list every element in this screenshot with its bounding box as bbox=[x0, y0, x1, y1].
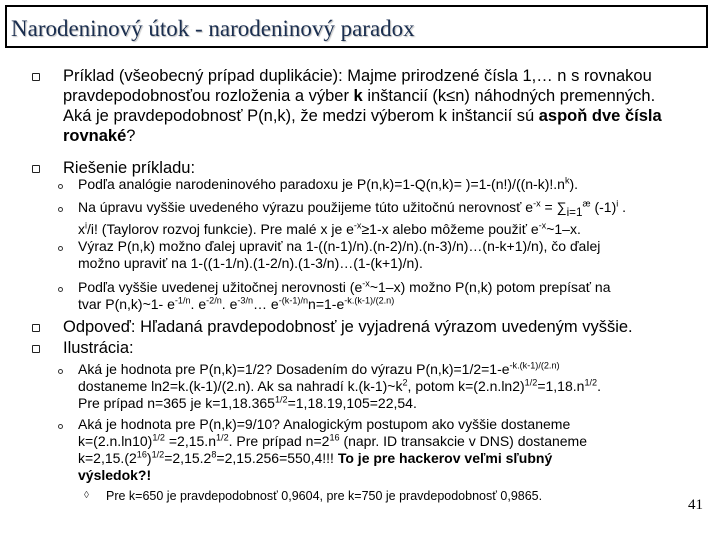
square-bullet-icon bbox=[32, 324, 40, 332]
superscript: 1/2 bbox=[151, 449, 165, 460]
superscript: -2/n bbox=[206, 295, 222, 306]
slide-title: Narodeninový útok - narodeninový paradox bbox=[11, 16, 415, 41]
superscript: i bbox=[85, 220, 88, 231]
text-run: ) bbox=[146, 450, 152, 466]
bullet-text-level-1 bbox=[63, 338, 134, 358]
text-run: Riešenie príkladu: bbox=[63, 159, 196, 177]
superscript: -(k-1)/n bbox=[278, 295, 309, 306]
text-run: (napr. ID transakcie v DNS) dostaneme bbox=[339, 433, 587, 449]
superscript: 2 bbox=[402, 377, 408, 388]
text-run: =1,18.n bbox=[537, 378, 585, 394]
page-number: 41 bbox=[688, 497, 703, 513]
bullet-text-level-2 bbox=[78, 279, 610, 313]
text-run: , potom k=(2.n.ln2) bbox=[407, 378, 525, 394]
superscript: 16 bbox=[329, 432, 340, 443]
superscript: -x bbox=[538, 220, 547, 231]
text-run: k=(2.n.ln10) bbox=[78, 433, 153, 449]
superscript: -x bbox=[353, 220, 362, 231]
text-run: inštancií (k≤n) náhodných premenných. bbox=[362, 87, 656, 105]
text-run: . bbox=[597, 378, 601, 394]
superscript: 1/2 bbox=[215, 432, 229, 443]
square-bullet-icon bbox=[32, 165, 40, 173]
bold-text: To je pre hackerov veľmi sľubný bbox=[337, 450, 553, 466]
bullet-text-level-1 bbox=[63, 66, 662, 146]
text-run: ). bbox=[569, 176, 579, 192]
bullet-text-level-1 bbox=[63, 158, 195, 178]
text-run: =2,15.n bbox=[164, 433, 216, 449]
superscript: -1/n bbox=[174, 295, 191, 306]
bullet-text-level-2 bbox=[78, 416, 587, 484]
text-run: Ilustrácia: bbox=[63, 339, 134, 357]
text-run: . e bbox=[190, 296, 207, 312]
text-run: n=1-e bbox=[308, 296, 345, 312]
text-run: . bbox=[618, 199, 627, 215]
circle-bullet-icon bbox=[58, 246, 63, 251]
bullet-text-level-1 bbox=[63, 317, 633, 337]
bullet-text-level-2 bbox=[78, 176, 578, 193]
superscript: -3/n bbox=[237, 295, 254, 306]
text-run: … e bbox=[253, 296, 279, 312]
text-run: /i! (Taylorov rozvoj funkcie). Pre malé x je e bbox=[87, 220, 354, 237]
text-run: Na úpravu vyššie uvedeného výrazu použijeme túto užitočnú nerovnosť e bbox=[78, 199, 534, 215]
superscript: 16 bbox=[136, 449, 147, 460]
circle-bullet-icon bbox=[58, 207, 63, 212]
superscript: -x bbox=[362, 278, 370, 289]
title-box bbox=[5, 5, 708, 48]
text-run: Aká je hodnota pre P(n,k)=9/10? Analogickým postupom ako vyššie dostaneme bbox=[78, 416, 571, 432]
text-run: Pre prípad n=365 je k=1,18.365 bbox=[78, 395, 275, 411]
square-bullet-icon bbox=[32, 73, 40, 81]
text-run: Odpoveď: Hľadaná pravdepodobnosť je vyjadrená výrazom uvedeným vyššie. bbox=[63, 318, 633, 336]
text-run: ≥1-x alebo môžeme použiť e bbox=[361, 220, 539, 237]
text-run: Aká je hodnota pre P(n,k)=1/2? Dosadením do výrazu P(n,k)=1/2=1-e bbox=[78, 361, 510, 377]
bullet-text-level-2 bbox=[78, 199, 626, 238]
superscript: 8 bbox=[211, 449, 217, 460]
text-run: =2,15.2 bbox=[164, 450, 212, 466]
text-run: ~1–x. bbox=[546, 220, 581, 237]
superscript: -k.(k-1)/(2.n) bbox=[509, 360, 560, 371]
text-run: ? bbox=[126, 127, 136, 145]
bold-text: rovnaké bbox=[63, 127, 127, 145]
arrow-bullet-icon: ◊ bbox=[84, 490, 89, 501]
text-run: x bbox=[78, 220, 85, 237]
superscript: k bbox=[564, 175, 570, 186]
square-bullet-icon bbox=[32, 345, 40, 353]
bullet-text-level-2 bbox=[78, 361, 601, 412]
bullet-text-level-3 bbox=[106, 489, 542, 504]
circle-bullet-icon bbox=[58, 287, 63, 292]
text-run: k=2,15.(2 bbox=[78, 450, 137, 466]
text-run: pravdepodobnosťou rozloženia a výber bbox=[63, 87, 354, 105]
text-run: ~1–x) možno P(n,k) potom prepísať na bbox=[369, 279, 611, 295]
bullet-text-level-2 bbox=[78, 238, 600, 272]
text-run: Výraz P(n,k) možno ďalej upraviť na 1-((n-1)/n).(n-2)/n).(n-3)/n)…(n-k+1)/n), čo ďalej bbox=[78, 238, 601, 254]
text-run: . e bbox=[221, 296, 238, 312]
superscript: 1/2 bbox=[152, 432, 165, 443]
bold-text: k bbox=[353, 87, 363, 105]
text-run: . Pre prípad n=2 bbox=[228, 433, 330, 449]
text-run: Pre k=650 je pravdepodobnosť 0,9604, pre k=750 je pravdepodobnosť 0,9865. bbox=[106, 489, 543, 503]
superscript: 1/2 bbox=[524, 377, 538, 388]
circle-bullet-icon bbox=[58, 424, 63, 429]
text-run: Podľa vyššie uvedenej užitočnej nerovnosti (e bbox=[78, 279, 363, 295]
text-run: dostaneme ln2=k.(k-1)/(2.n). Ak sa nahradí k.(k-1)~k bbox=[78, 378, 403, 394]
bold-text: aspoň dve čísla bbox=[538, 107, 662, 125]
bold-text: výsledok?! bbox=[78, 467, 152, 483]
superscript: 1/2 bbox=[274, 394, 288, 405]
text-run: Aká je pravdepodobnosť P(n,k), že medzi výberom k inštancií sú bbox=[63, 107, 539, 125]
superscript: æ bbox=[582, 198, 591, 209]
text-run: =2,15.256=550,4!!! bbox=[216, 450, 338, 466]
text-run: =1,18.19,105=22,54. bbox=[287, 395, 417, 411]
superscript: 1/2 bbox=[584, 377, 598, 388]
circle-bullet-icon bbox=[58, 369, 63, 374]
subscript: i=1 bbox=[566, 205, 583, 219]
superscript: i bbox=[616, 198, 619, 209]
superscript: -k.(k-1)/(2.n) bbox=[344, 295, 395, 306]
text-run: Príklad (všeobecný prípad duplikácie): Majme prirodzené čísla 1,… n s rovnakou bbox=[63, 67, 652, 85]
text-run: možno upraviť na 1-((1-1/n).(1-2/n).(1-3/n)…(1-(k+1)/n). bbox=[78, 255, 423, 271]
superscript: -x bbox=[533, 198, 541, 209]
text-run: = ∑ bbox=[540, 199, 567, 215]
text-run: tvar P(n,k)~1- e bbox=[78, 296, 175, 312]
text-run: (-1) bbox=[590, 199, 617, 215]
text-run: Podľa analógie narodeninového paradoxu je P(n,k)=1-Q(n,k)= )=1-(n!)/((n-k)!.n bbox=[78, 176, 565, 192]
circle-bullet-icon bbox=[58, 184, 63, 189]
